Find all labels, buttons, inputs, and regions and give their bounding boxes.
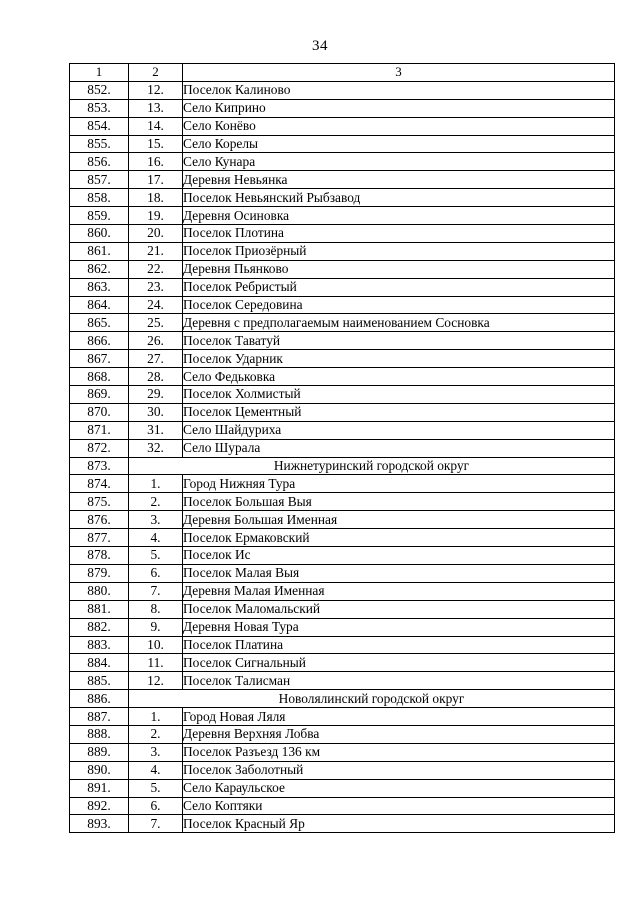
settlement-name: Деревня Новая Тура [183,618,615,636]
settlement-name: Село Конёво [183,117,615,135]
table-row [70,350,615,368]
section-row [70,457,615,475]
settlement-name: Деревня Осиновка [183,207,615,225]
table-row [70,117,615,135]
table-row [70,654,615,672]
local-number: 31. [129,421,183,439]
local-number: 14. [129,117,183,135]
section-title: Нижнетуринский городской округ [129,457,615,475]
local-number: 8. [129,600,183,618]
table-row [70,636,615,654]
table-row [70,439,615,457]
row-number: 881. [70,600,129,618]
row-number: 878. [70,547,129,565]
table-row [70,207,615,225]
table-row [70,332,615,350]
local-number: 6. [129,564,183,582]
table-row [70,743,615,761]
local-number: 15. [129,135,183,153]
local-number: 18. [129,189,183,207]
row-number: 853. [70,99,129,117]
section-title: Новолялинский городской округ [129,690,615,708]
row-number: 875. [70,493,129,511]
local-number: 2. [129,725,183,743]
local-number: 5. [129,779,183,797]
row-number: 865. [70,314,129,332]
local-number: 27. [129,350,183,368]
settlement-name: Деревня Невьянка [183,171,615,189]
page-number: 34 [312,38,328,54]
table-body [70,81,615,832]
settlement-name: Село Корелы [183,135,615,153]
local-number: 23. [129,278,183,296]
settlement-name: Деревня с предполагаемым наименованием Сосновка [183,314,615,332]
table-row [70,725,615,743]
settlement-name: Село Киприно [183,99,615,117]
settlement-name: Поселок Красный Яр [183,815,615,833]
row-number: 886. [70,690,129,708]
settlement-name: Поселок Цементный [183,403,615,421]
row-number: 882. [70,618,129,636]
table-row [70,547,615,565]
settlement-name: Поселок Маломальский [183,600,615,618]
settlement-name: Поселок Ударник [183,350,615,368]
row-number: 855. [70,135,129,153]
settlement-name: Поселок Платина [183,636,615,654]
table-row [70,314,615,332]
settlement-name: Село Федьковка [183,368,615,386]
table-row [70,779,615,797]
local-number: 16. [129,153,183,171]
settlement-name: Поселок Большая Выя [183,493,615,511]
settlement-name: Деревня Большая Именная [183,511,615,529]
settlement-name: Село Караульское [183,779,615,797]
row-number: 861. [70,242,129,260]
table-row [70,493,615,511]
row-number: 877. [70,529,129,547]
settlement-name: Поселок Разъезд 136 км [183,743,615,761]
table-row [70,189,615,207]
local-number: 7. [129,582,183,600]
local-number: 32. [129,439,183,457]
settlement-name: Город Нижняя Тура [183,475,615,493]
settlement-name: Деревня Верхняя Лобва [183,725,615,743]
row-number: 856. [70,153,129,171]
local-number: 7. [129,815,183,833]
local-number: 20. [129,225,183,243]
table-row [70,564,615,582]
settlement-name: Поселок Заболотный [183,761,615,779]
table-row [70,475,615,493]
row-number: 887. [70,708,129,726]
settlement-name: Поселок Середовина [183,296,615,314]
table-row [70,529,615,547]
settlement-name: Деревня Пьянково [183,260,615,278]
row-number: 863. [70,278,129,296]
column-header-1: 1 [70,64,129,82]
local-number: 4. [129,761,183,779]
table-row [70,99,615,117]
local-number: 19. [129,207,183,225]
row-number: 868. [70,368,129,386]
column-header-3: 3 [183,64,615,82]
local-number: 13. [129,99,183,117]
settlement-name: Деревня Малая Именная [183,582,615,600]
row-number: 876. [70,511,129,529]
settlement-name: Село Шурала [183,439,615,457]
row-number: 864. [70,296,129,314]
row-number: 862. [70,260,129,278]
row-number: 866. [70,332,129,350]
table-row [70,672,615,690]
row-number: 885. [70,672,129,690]
local-number: 1. [129,708,183,726]
table-row [70,278,615,296]
row-number: 858. [70,189,129,207]
row-number: 873. [70,457,129,475]
row-number: 867. [70,350,129,368]
local-number: 4. [129,529,183,547]
settlement-name: Поселок Ис [183,547,615,565]
local-number: 9. [129,618,183,636]
local-number: 3. [129,743,183,761]
local-number: 10. [129,636,183,654]
settlement-name: Поселок Плотина [183,225,615,243]
row-number: 883. [70,636,129,654]
table-row [70,815,615,833]
settlement-name: Поселок Калиново [183,81,615,99]
table-row [70,225,615,243]
row-number: 889. [70,743,129,761]
table-row [70,153,615,171]
section-row [70,690,615,708]
row-number: 893. [70,815,129,833]
settlement-name: Поселок Невьянский Рыбзавод [183,189,615,207]
row-number: 884. [70,654,129,672]
local-number: 3. [129,511,183,529]
settlement-name: Село Коптяки [183,797,615,815]
table-row [70,135,615,153]
table-row [70,242,615,260]
row-number: 888. [70,725,129,743]
local-number: 6. [129,797,183,815]
table-row [70,386,615,404]
table-row [70,421,615,439]
local-number: 28. [129,368,183,386]
local-number: 11. [129,654,183,672]
row-number: 890. [70,761,129,779]
settlement-name: Село Шайдуриха [183,421,615,439]
settlement-name: Поселок Ермаковский [183,529,615,547]
table-row [70,368,615,386]
row-number: 854. [70,117,129,135]
settlement-name: Город Новая Ляля [183,708,615,726]
table-row [70,171,615,189]
table-row [70,81,615,99]
table-row [70,618,615,636]
settlement-name: Село Кунара [183,153,615,171]
row-number: 857. [70,171,129,189]
row-number: 872. [70,439,129,457]
local-number: 12. [129,81,183,99]
row-number: 860. [70,225,129,243]
row-number: 879. [70,564,129,582]
row-number: 892. [70,797,129,815]
local-number: 29. [129,386,183,404]
settlements-table [69,63,615,833]
settlement-name: Поселок Малая Выя [183,564,615,582]
local-number: 17. [129,171,183,189]
local-number: 21. [129,242,183,260]
row-number: 880. [70,582,129,600]
settlement-name: Поселок Приозёрный [183,242,615,260]
local-number: 22. [129,260,183,278]
settlement-name: Поселок Ребристый [183,278,615,296]
table-row [70,600,615,618]
table-row [70,511,615,529]
settlement-name: Поселок Сигнальный [183,654,615,672]
row-number: 871. [70,421,129,439]
table-row [70,403,615,421]
row-number: 869. [70,386,129,404]
local-number: 25. [129,314,183,332]
row-number: 891. [70,779,129,797]
column-header-2: 2 [129,64,183,82]
local-number: 12. [129,672,183,690]
local-number: 5. [129,547,183,565]
local-number: 26. [129,332,183,350]
settlement-name: Поселок Талисман [183,672,615,690]
table-row [70,761,615,779]
table-row [70,708,615,726]
row-number: 874. [70,475,129,493]
local-number: 1. [129,475,183,493]
table-header-row [70,64,615,82]
table-row [70,797,615,815]
table-row [70,296,615,314]
local-number: 24. [129,296,183,314]
table-row [70,260,615,278]
row-number: 859. [70,207,129,225]
settlement-name: Поселок Холмистый [183,386,615,404]
local-number: 2. [129,493,183,511]
settlement-name: Поселок Таватуй [183,332,615,350]
row-number: 852. [70,81,129,99]
row-number: 870. [70,403,129,421]
table-row [70,582,615,600]
local-number: 30. [129,403,183,421]
